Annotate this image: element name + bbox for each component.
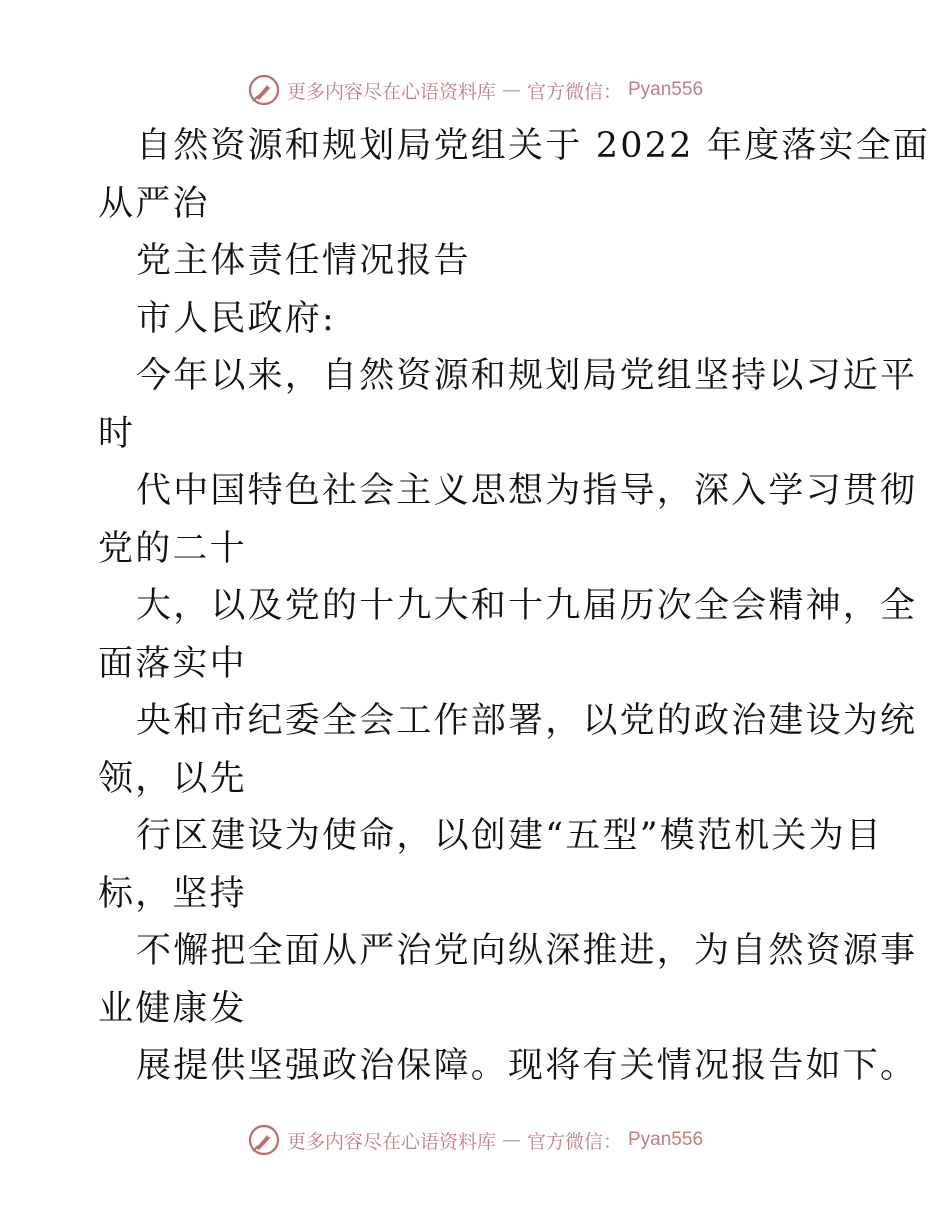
document-line: 面落实中 xyxy=(98,643,247,684)
document-line: 展提供坚强政治保障。现将有关情况报告如下。 xyxy=(136,1046,918,1086)
document-line: 领，以先 xyxy=(98,758,247,799)
document-line: 自然资源和规划局党组关于 2022 年度落实全面 xyxy=(136,126,931,166)
document-line: 行区建设为使命，以创建“五型”模范机关为目 xyxy=(136,816,883,856)
document-line: 大，以及党的十九大和十九届历次全会精神，全 xyxy=(136,586,918,626)
document-line: 不懈把全面从严治党向纵深推进，为自然资源事 xyxy=(136,931,918,971)
document-line: 今年以来，自然资源和规划局党组坚持以习近平 xyxy=(136,356,918,396)
watermark-dash: — xyxy=(501,1129,521,1151)
document-body xyxy=(98,118,931,1096)
header-watermark xyxy=(0,70,950,110)
document-line: 时 xyxy=(98,413,136,454)
document-line: 标，坚持 xyxy=(98,873,247,914)
document-line: 党主体责任情况报告 xyxy=(136,241,471,281)
document-line: 央和市纪委全会工作部署，以党的政治建设为统 xyxy=(136,701,918,741)
watermark-id: Pyan556 xyxy=(628,1129,704,1150)
document-line: 市人民政府: xyxy=(136,298,336,339)
watermark-brand: 更多内容尽在心语资料库 xyxy=(286,80,496,103)
watermark-id: Pyan556 xyxy=(628,79,704,100)
document-line: 从严治 xyxy=(98,183,210,224)
quill-logo-icon xyxy=(247,73,281,107)
document-line: 业健康发 xyxy=(98,988,247,1029)
document-line: 党的二十 xyxy=(98,528,247,569)
watermark-suffix: 官方微信： xyxy=(526,80,622,103)
watermark-brand: 更多内容尽在心语资料库 xyxy=(286,1130,496,1153)
quill-logo-icon xyxy=(247,1123,281,1157)
document-line: 代中国特色社会主义思想为指导，深入学习贯彻 xyxy=(136,471,918,511)
footer-watermark xyxy=(0,1120,950,1160)
watermark-dash: — xyxy=(501,79,521,101)
watermark-suffix: 官方微信： xyxy=(526,1130,622,1153)
